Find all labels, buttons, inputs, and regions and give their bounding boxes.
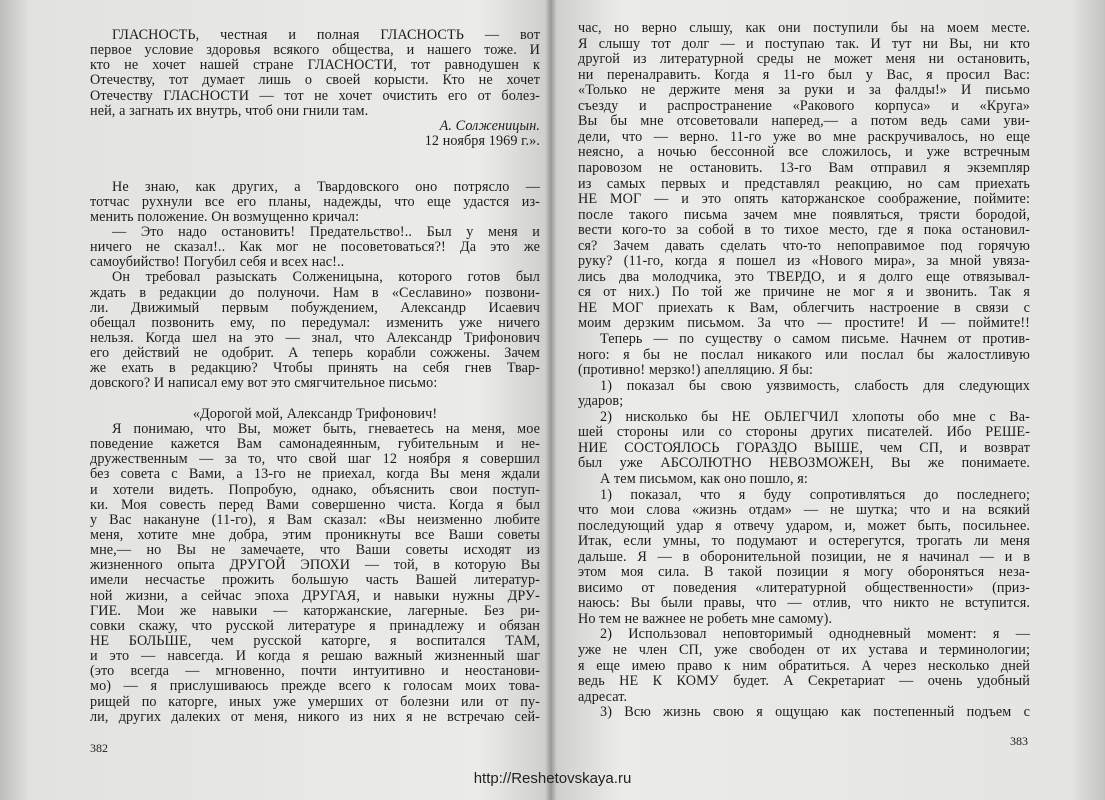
text-line: ничего не сказал!.. Как мог не посоветоваться?! Да это же	[90, 239, 540, 256]
text-line: ведь НЕ К КОМУ будет. А Секретариат — очень удобный	[578, 673, 1030, 690]
text-line: 12 ноября 1969 г.».	[424, 133, 540, 150]
text-line: ли. Движимый первым побуждением, Александр Исаевич	[90, 299, 540, 316]
text-line: и это — навсегда. И когда я решаю важный жизненный шаг	[90, 648, 540, 665]
text-line: ни переналравить. Когда я 11-го был у Вас, я просил Вас:	[578, 66, 1030, 83]
text-line: А тем письмом, как оно пошло, я:	[600, 470, 808, 487]
text-line: вести кого-то за собой в то тихое место, где я пока остановил-	[578, 222, 1030, 239]
text-line: ГИЕ. Мои же навыки — каторжанские, лагерные. Без ри-	[90, 602, 540, 619]
text-line: меня, хотите мне добра, этим проникнуты все Ваши советы	[90, 526, 540, 543]
source-url: http://Reshetovskaya.ru	[473, 770, 632, 787]
text-line: шей стороны или со стороны других писателей. Ибо РЕШЕ-	[578, 424, 1030, 441]
text-line: 1) показал, что я буду сопротивляться до последнего;	[600, 486, 1030, 503]
text-line: Он требовал разыскать Солженицына, которого готов был	[112, 269, 540, 286]
text-line: А. Солженицын.	[439, 117, 540, 134]
text-line: обещал позвонить ему, по передумал: изменить уже ничего	[90, 314, 540, 331]
text-line: мне,— но Вы не замечаете, что Ваши советы исходят из	[90, 542, 540, 559]
text-line: жизненного опыта ДРУГОЙ ЭПОХИ — той, в которую Вы	[90, 557, 540, 574]
text-line: НИЕ СОСТОЯЛОСЬ ГОРАЗДО ВЫШЕ, чем СП, и возврат	[578, 439, 1030, 456]
text-line: 1) показал бы свою уязвимость, слабость для следующих	[600, 377, 1030, 394]
text-line: 2) Использовал неповторимый однодневный момент: я —	[600, 626, 1030, 643]
text-line: Итак, если умны, то подумают и остерегутся, трогать ли меня	[578, 533, 1030, 550]
text-line: Вы бы мне отсоветовали наперед,— а потом ведь сами уви-	[578, 113, 1030, 130]
right-page-number: 383	[1010, 734, 1028, 748]
text-line: дальше. Я — в оборонительной позиции, не я начинал — и в	[578, 548, 1030, 565]
text-line: из самых первых и представлял реакцию, но сам приехать	[578, 175, 1030, 192]
text-line: ней, а загнать их внутрь, чтоб они гнили там.	[90, 102, 369, 119]
text-line: 3) Всю жизнь свою я ощущаю как постепенный подъем с	[600, 704, 1030, 721]
text-line: «Дорогой мой, Александр Трифонович!	[192, 405, 438, 422]
text-line: тотчас рухнули все его планы, надежды, что еще удастся из-	[90, 193, 540, 210]
text-line: лись два молодчика, это ТВЕРДО, и я долго еще отвязывал-	[578, 268, 1030, 285]
text-line: этом моя сила. В такой позиции я могу обороняться неза-	[578, 564, 1030, 581]
text-line: довского? И написал ему вот это смягчительное письмо:	[90, 375, 438, 392]
text-line: съезду и распространение «Ракового корпуса» и «Круга»	[578, 97, 1030, 114]
text-line: Я слышу тот долг — и поступаю так. И тут ни Вы, ни кто	[578, 35, 1030, 52]
text-line: паровозом не остановить. 13-го Вам отправил я экземпляр	[578, 159, 1030, 176]
text-line: после такого письма зачем мне появляться, трясти бородой,	[578, 206, 1030, 223]
right-page	[578, 0, 1030, 800]
left-page	[90, 0, 540, 800]
text-line: поведение кажется Вам самонадеянным, губительным и не-	[90, 436, 540, 453]
text-line: самоубийство! Погубил себя и всех нас!..	[90, 254, 345, 271]
text-line: Отечеству, тот думает лишь о своей корысти. Кто не хочет	[90, 72, 540, 89]
text-line: же ехать в редакцию? Чтобы принять на себя гнев Твар-	[90, 360, 540, 377]
text-line: совки скажу, что русской литературе я принадлежу и обязан	[90, 617, 540, 634]
text-line: без совета с Вами, а 13-го не приехал, когда Вы меня ждали	[90, 466, 540, 483]
text-line: дружественным — за то, что свой шаг 12 ноября я совершил	[90, 451, 540, 468]
text-line: час, но верно слышу, как они поступили бы на моем месте.	[578, 20, 1030, 36]
text-line: ся? Зачем давать сделать что-то непоправимое под горячую	[578, 237, 1030, 254]
text-line: дели, что — верно. 11-го уже во мне раскручивалось, но еще	[578, 128, 1030, 145]
text-line: у Вас накануне (11-го), я Вам сказал: «Вы неизменно любите	[90, 511, 540, 528]
text-line: Но тем не важнее не робеть мне самому).	[578, 610, 833, 627]
text-line: был уже АБСОЛЮТНО НЕВОЗМОЖЕН, Вы же понимаете.	[578, 455, 1030, 472]
text-line: его действий не одобрит. А теперь корабли сожжены. Зачем	[90, 345, 540, 362]
text-line: рищей по каторге, иных уже умерших от болезни или от пу-	[90, 693, 540, 710]
text-line: первое условие здоровья всякого общества, и нашего тоже. И	[90, 42, 540, 59]
text-line: ной жизни, а сейчас эпоха ДРУГАЯ, и навыки нужны ДРУ-	[90, 587, 540, 604]
text-line: НЕ БОЛЬШЕ, чем русской каторге, я воспитался ТАМ,	[90, 633, 540, 649]
text-line: «Только не держите меня за руки и за фалды!» И письмо	[578, 82, 1030, 99]
text-line: Я понимаю, что Вы, может быть, гневаетесь на меня, мое	[112, 420, 540, 437]
text-line: моим дерзким письмом. За что — простите! И — поймите!!	[578, 315, 1030, 332]
text-line: ГЛАСНОСТЬ, честная и полная ГЛАСНОСТЬ — вот	[112, 27, 540, 43]
text-line: другой из литературной среды не может меня ни остановить,	[578, 51, 1030, 68]
text-line: Не знаю, как других, а Твардовского оно потрясло —	[112, 178, 540, 195]
text-line: (противно! мерзко!) апелляцию. Я бы:	[578, 362, 814, 379]
text-line: ждать в редакции до полуночи. Нам в «Сеславино» позвони-	[90, 284, 540, 301]
text-line: Отечеству ГЛАСНОСТИ — тот не хочет очистить его от болез-	[90, 87, 540, 104]
text-line: Теперь — по существу о самом письме. Начнем от против-	[600, 331, 1030, 347]
text-line: 2) нисколько бы НЕ ОБЛЕГЧИЛ хлопоты обо мне с Ва-	[600, 408, 1030, 425]
text-line: я еще имею право к ним обратиться. А через несколько дней	[578, 657, 1030, 674]
text-line: НЕ МОГ приехать к Вам, облегчить настроение в связи с	[578, 299, 1030, 316]
text-line: нельзя. Когда шел на это — знал, что Александр Трифонович	[90, 330, 540, 346]
text-line: менить положение. Он возмущенно кричал:	[90, 208, 360, 225]
text-line: — Это надо остановить! Предательство!.. Был у меня и	[112, 223, 540, 240]
text-line: и хотели видеть. Попробую, однако, объяснить свои поступ-	[90, 481, 540, 498]
text-line: кто не хочет нашей стране ГЛАСНОСТИ, тот равнодушен к	[90, 57, 540, 74]
left-page-number: 382	[90, 741, 108, 755]
text-line: висимо от поведения «литературной общественности» (приз-	[578, 579, 1030, 596]
text-line: ударов;	[578, 393, 624, 410]
text-line: ки. Моя совесть перед Вами совершенно чиста. Когда я был	[90, 496, 540, 513]
text-line: что мои слова «жизнь отдам» — не шутка; что и на всякий	[578, 502, 1030, 519]
text-line: руку? (11-го, когда я пошел из «Нового мира», за мной увяза-	[578, 253, 1030, 270]
text-line: ся от них.) По той же причине не мог я и звонить. Так я	[578, 284, 1030, 301]
text-line: имели несчастье прожить большую часть Вашей литератур-	[90, 572, 540, 589]
text-line: ного: я бы не послал никакого или послал бы жалостливую	[578, 346, 1030, 363]
text-line: уже не член СП, уже свободен от их устава и терминологии;	[578, 642, 1030, 658]
text-line: ли, других далеких от меня, никого из них я не встречаю сей-	[90, 708, 540, 725]
text-line: мо) — я прислушиваюсь прежде всего к голосам моих това-	[90, 678, 540, 695]
text-line: адресат.	[578, 688, 628, 705]
text-line: последующий удар я отвечу ударом, и, может быть, посильнее.	[578, 517, 1030, 534]
text-line: неясно, а ночью бессонной все сложилось, и уже встречным	[578, 144, 1030, 161]
text-line: наюсь: Вы были правы, что — отлив, что никто не вступится.	[578, 595, 1030, 612]
text-line: (это всегда — мгновенно, почти интуитивно и неостанови-	[90, 663, 540, 680]
text-line: НЕ МОГ — и это опять каторжанское соображение, поймите:	[578, 191, 1030, 208]
